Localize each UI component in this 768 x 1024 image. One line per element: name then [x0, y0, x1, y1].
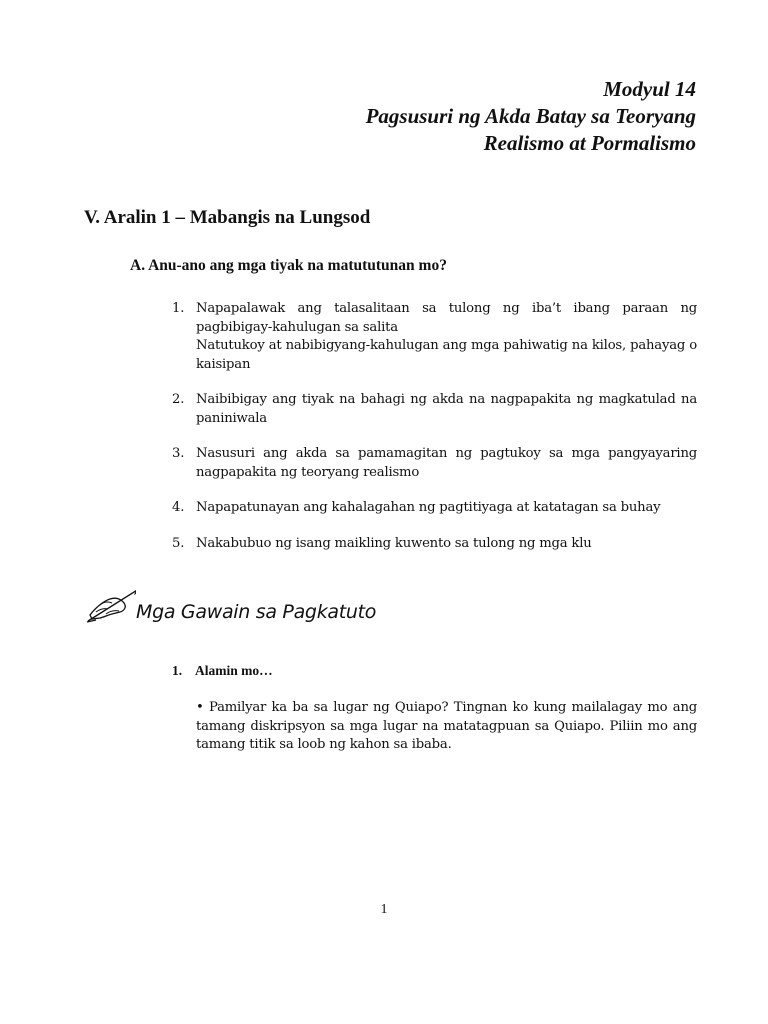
objective-text: Napapalawak ang talasalitaan sa tulong ng iba’t ibang paraan ng pagbibigay-kahulugan sa salita: [196, 301, 697, 335]
objective-text: Naibibigay ang tiyak na bahagi ng akda na nagpapakita ng magkatulad na paniniwala: [196, 392, 697, 426]
objective-item: [172, 535, 697, 554]
objective-text: Natutukoy at nabibigyang-kahulugan ang mga pahiwatig na kilos, pahayag o kaisipan: [196, 338, 697, 372]
module-title: [366, 76, 696, 157]
activities-heading: [86, 585, 506, 625]
activities-heading-text: Mga Gawain sa Pagkatuto: [136, 601, 377, 623]
objective-number: 1.: [172, 301, 185, 316]
objective-item: [172, 445, 697, 482]
alamin-heading: [172, 663, 273, 679]
objectives-list: [172, 300, 697, 570]
module-number: Modyul 14: [603, 77, 696, 101]
page-number: 1: [380, 902, 388, 917]
objective-number: 2.: [172, 392, 185, 407]
objective-text: Nakabubuo ng isang maikling kuwento sa tulong ng mga klu: [196, 535, 592, 551]
objective-number: 3.: [172, 446, 185, 461]
alamin-number: 1.: [172, 663, 183, 678]
objectives-heading: A. Anu-ano ang mga tiyak na matututunan mo?: [130, 257, 447, 274]
module-title-line: Realismo at Pormalismo: [483, 131, 696, 155]
hand-writing-icon: [86, 585, 136, 625]
objective-item: [172, 391, 697, 428]
objective-item: [172, 300, 697, 374]
objective-number: 5.: [172, 535, 185, 551]
lesson-heading: V. Aralin 1 – Mabangis na Lungsod: [84, 207, 371, 228]
objective-number: 4.: [172, 500, 185, 515]
objective-item: [172, 499, 697, 518]
bullet-icon: •: [196, 700, 204, 715]
alamin-label: Alamin mo…: [195, 663, 273, 678]
intro-paragraph: [196, 699, 697, 755]
module-title-line: Pagsusuri ng Akda Batay sa Teoryang: [365, 104, 696, 128]
objective-text: Napapatunayan ang kahalagahan ng pagtitiyaga at katatagan sa buhay: [196, 500, 661, 515]
objective-text: Nasusuri ang akda sa pamamagitan ng pagtukoy sa mga pangyayaring nagpapakita ng teoryang realismo: [196, 446, 697, 480]
intro-text: Pamilyar ka ba sa lugar ng Quiapo? Tingnan ko kung mailalagay mo ang tamang diskripsyon sa mga lugar na matatagpuan sa Quiapo. Piliin mo ang tamang titik sa loob ng kahon sa ibaba.: [196, 700, 698, 752]
